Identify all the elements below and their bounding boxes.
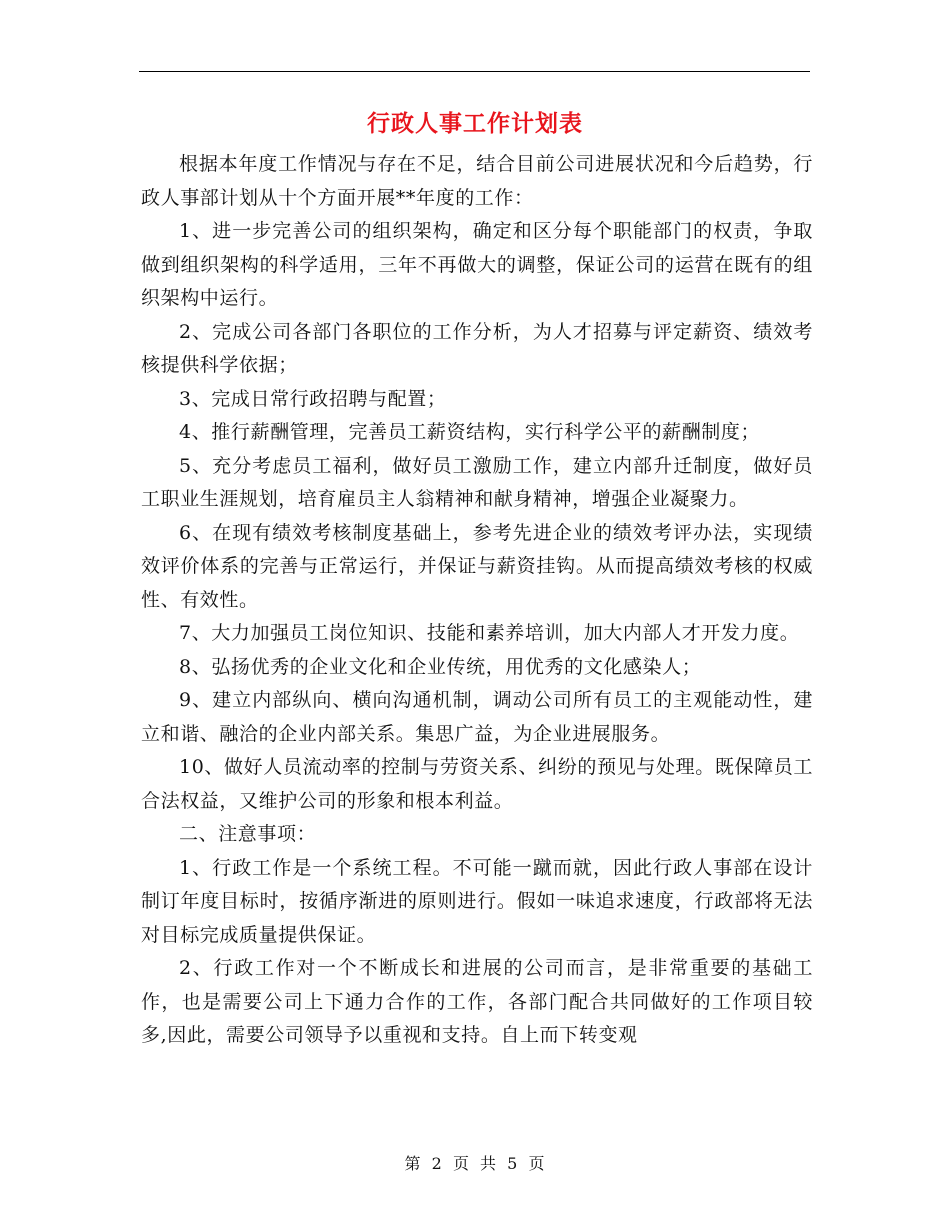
page-footer [0, 1152, 950, 1176]
paragraph-item-1: 1、进一步完善公司的组织架构，确定和区分每个职能部门的权责，争取做到组织架构的科学适用，三年不再做大的调整，保证公司的运营在既有的组织架构中运行。 [141, 220, 813, 309]
paragraph-item-10: 10、做好人员流动率的控制与劳资关系、纠纷的预见与处理。既保障员工合法权益，又维护公司的形象和根本利益。 [141, 756, 813, 812]
paragraph-item-9: 9、建立内部纵向、横向沟通机制，调动公司所有员工的主观能动性，建立和谐、融洽的企业内部关系。集思广益，为企业进展服务。 [141, 689, 813, 745]
footer-current-page: 2 [431, 1154, 443, 1173]
document-title: 行政人事工作计划表 [367, 110, 583, 137]
paragraph-intro: 根据本年度工作情况与存在不足，结合目前公司进展状况和今后趋势，行政人事部计划从十个方面开展**年度的工作： [141, 153, 813, 209]
section-heading-notes: 二、注意事项： [179, 823, 317, 845]
header-rule [139, 71, 810, 72]
paragraph-item-2: 2、完成公司各部门各职位的工作分析，为人才招募与评定薪资、绩效考核提供科学依据； [141, 320, 813, 376]
footer-prefix: 第 [404, 1154, 422, 1173]
paragraph-item-6: 6、在现有绩效考核制度基础上，参考先进企业的绩效考评办法，实现绩效评价体系的完善与正常运行，并保证与薪资挂钩。从而提高绩效考核的权威性、有效性。 [141, 521, 813, 611]
footer-total-prefix: 共 [480, 1154, 498, 1173]
footer-page-word: 页 [452, 1154, 470, 1173]
paragraph-item-7: 7、大力加强员工岗位知识、技能和素养培训，加大内部人才开发力度。 [179, 622, 800, 644]
footer-total-pages: 5 [507, 1154, 519, 1173]
paragraph-item-8: 8、弘扬优秀的企业文化和企业传统，用优秀的文化感染人； [179, 655, 702, 678]
paragraph-item-5: 5、充分考虑员工福利，做好员工激励工作，建立内部升迁制度，做好员工职业生涯规划，培育雇员主人翁精神和献身精神，增强企业凝聚力。 [141, 454, 813, 510]
document-body [141, 148, 813, 1053]
paragraph-note-2: 2、行政工作对一个不断成长和进展的公司而言，是非常重要的基础工作，也是需要公司上下通力合作的工作，各部门配合共同做好的工作项目较多,因此，需要公司领导予以重视和支持。自上而下转变观 [141, 957, 813, 1046]
paragraph-item-3: 3、完成日常行政招聘与配置； [179, 387, 447, 410]
paragraph-item-4: 4、推行薪酬管理，完善员工薪资结构，实行科学公平的薪酬制度； [179, 421, 761, 443]
footer-suffix: 页 [528, 1154, 546, 1173]
paragraph-note-1: 1、行政工作是一个系统工程。不可能一蹴而就，因此行政人事部在设计制订年度目标时，按循序渐进的原则进行。假如一味追求速度，行政部将无法对目标完成质量提供保证。 [141, 856, 813, 946]
